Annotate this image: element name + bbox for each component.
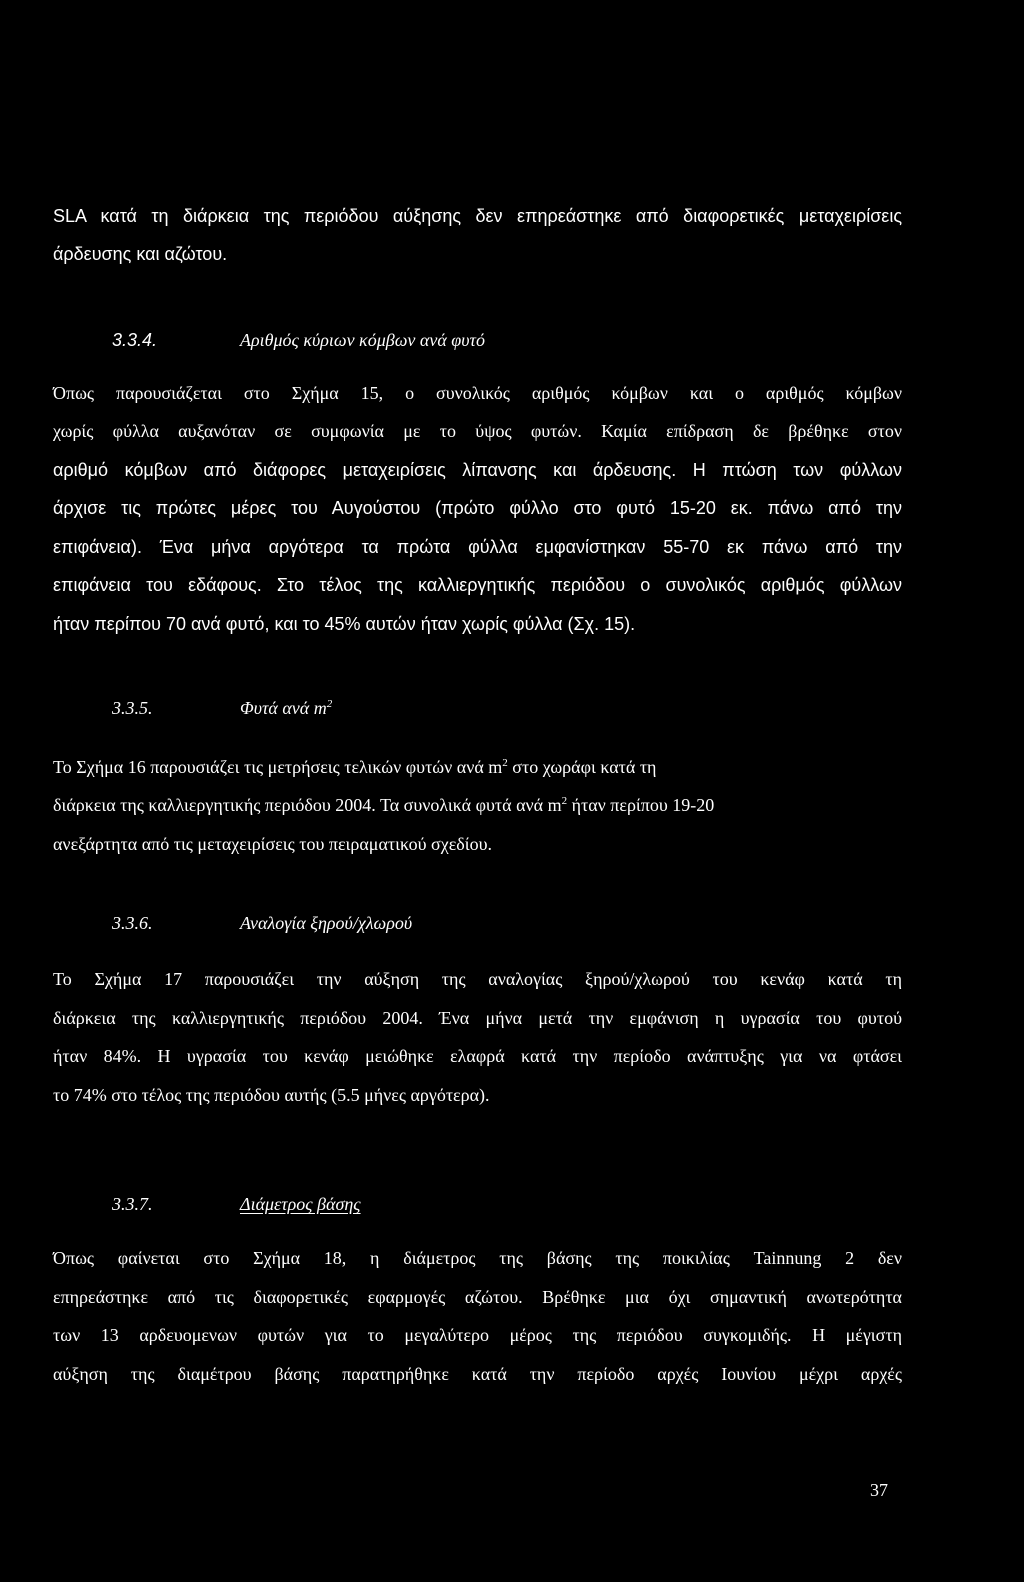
- section-3-3-5-title: [240, 697, 332, 719]
- section-3-3-6-line-2: διάρκεια της καλλιεργητικής περιόδου 2004. Ένα μήνα μετά την εμφάνιση η υγρασία του φυτού: [53, 1008, 902, 1028]
- section-3-3-5-title-text: Φυτά ανά m: [240, 698, 327, 718]
- section-3-3-4-line-7: ήταν περίπου 70 ανά φυτό, και το 45% αυτών ήταν χωρίς φύλλα (Σχ. 15).: [53, 614, 636, 634]
- section-3-3-4-line-3: αριθμό κόμβων από διάφορες μεταχειρίσεις λίπανσης και άρδευσης. Η πτώση των φύλλων: [53, 460, 902, 480]
- section-3-3-4-line-2: [53, 420, 902, 442]
- section-3-3-7-title-text: Διάμετρος βάσης: [240, 1194, 361, 1214]
- line-text-b: στο χωράφι κατά τη: [507, 757, 657, 777]
- section-3-3-7-line-4: αύξηση της διαμέτρου βάσης παρατηρήθηκε κατά την περίοδο αρχές Ιουνίου μέχρι αρχές: [53, 1364, 902, 1384]
- intro-line-2: άρδευσης και αζώτου.: [53, 244, 228, 264]
- section-3-3-4-number: 3.3.4.: [112, 330, 158, 350]
- section-3-3-6-line-4: το 74% στο τέλος της περιόδου αυτής (5.5 μήνες αργότερα).: [53, 1085, 490, 1105]
- line-text: χωρίς φύλλα αυξανόταν σε συμφωνία με το ύψος φυτών. Καμία επίδραση δε βρέθηκε στον: [53, 421, 902, 441]
- section-3-3-7-title: [240, 1193, 361, 1215]
- section-3-3-6-line-3: ήταν 84%. Η υγρασία του κενάφ μειώθηκε ελαφρά κατά την περίοδο ανάπτυξης για να φτάσει: [53, 1046, 902, 1066]
- section-3-3-5-line-1: [53, 756, 833, 778]
- section-3-3-5-line-2: [53, 794, 833, 816]
- line-sup: 2: [561, 795, 568, 807]
- section-3-3-6-number: 3.3.6.: [112, 913, 153, 933]
- section-3-3-5-title-sup: 2: [326, 698, 333, 710]
- intro-line-1: SLA κατά τη διάρκεια της περιόδου αύξησης δεν επηρεάστηκε από διαφορετικές μεταχειρίσεις: [53, 206, 902, 226]
- line-text-a: διάρκεια της καλλιεργητικής περιόδου 2004. Τα συνολικά φυτά ανά m: [53, 795, 562, 815]
- section-3-3-6-title: Αναλογία ξηρού/χλωρού: [240, 913, 413, 933]
- section-3-3-4-line-1: Όπως παρουσιάζεται στο Σχήμα 15, ο συνολικός αριθμός κόμβων και ο αριθμός κόμβων: [53, 383, 902, 403]
- section-3-3-4-line-5: επιφάνεια). Ένα μήνα αργότερα τα πρώτα φύλλα εμφανίστηκαν 55-70 εκ πάνω από την: [53, 537, 902, 557]
- section-3-3-7-line-1: Όπως φαίνεται στο Σχήμα 18, η διάμετρος της βάσης της ποικιλίας Tainnung 2 δεν: [53, 1248, 902, 1268]
- line-sup: 2: [502, 757, 508, 769]
- page-number: 37: [870, 1480, 888, 1500]
- line-text-a: Το Σχήμα 16 παρουσιάζει τις μετρήσεις τελικών φυτών ανά m: [53, 757, 503, 777]
- section-3-3-7-line-3: των 13 αρδευομενων φυτών για το μεγαλύτερο μέρος της περιόδου συγκομιδής. Η μέγιστη: [53, 1325, 902, 1345]
- section-3-3-4-line-4: άρχισε τις πρώτες μέρες του Αυγούστου (πρώτο φύλλο στο φυτό 15-20 εκ. πάνω από την: [53, 498, 902, 518]
- section-3-3-4-line-6: επιφάνεια του εδάφους. Στο τέλος της καλλιεργητικής περιόδου ο συνολικός αριθμός φύλλων: [53, 575, 902, 595]
- section-3-3-7-number: 3.3.7.: [112, 1194, 153, 1214]
- section-3-3-4-title: Αριθμός κύριων κόμβων ανά φυτό: [240, 330, 485, 350]
- line-text-a: ανεξάρτητα από τις μεταχειρίσεις του πειραματικού σχεδίου.: [53, 834, 493, 854]
- section-3-3-5-line-3: [53, 833, 833, 855]
- section-3-3-6-line-1: Το Σχήμα 17 παρουσιάζει την αύξηση της αναλογίας ξηρού/χλωρού του κενάφ κατά τη: [53, 969, 902, 989]
- section-3-3-5-number: 3.3.5.: [112, 698, 153, 718]
- line-text-b: ήταν περίπου 19-20: [567, 795, 715, 815]
- section-3-3-7-line-2: επηρεάστηκε από τις διαφορετικές εφαρμογές αζώτου. Βρέθηκε μια όχι σημαντική ανωτερότητα: [53, 1287, 902, 1307]
